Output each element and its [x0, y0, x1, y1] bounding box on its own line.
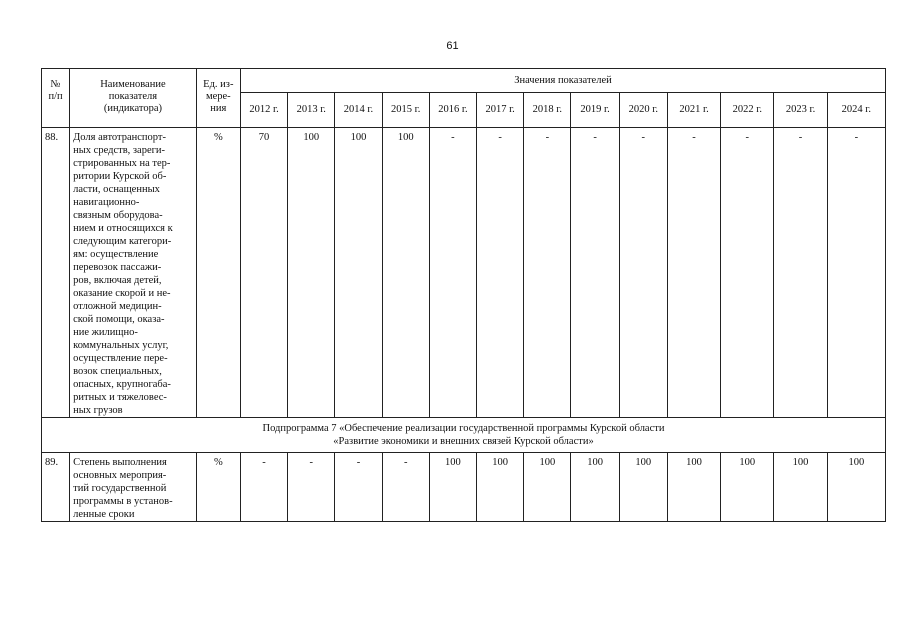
indicator-name: [70, 453, 197, 522]
subprogram-title: [42, 418, 886, 453]
row-number: 88.: [42, 128, 70, 418]
indicator-name-line: отложной медицин-: [73, 301, 162, 312]
indicator-name-line: основных мероприя-: [73, 470, 167, 481]
value-cell: -: [571, 128, 619, 418]
table-body: [42, 128, 886, 522]
header-year: 2020 г.: [619, 93, 667, 128]
header-year: 2014 г.: [335, 93, 382, 128]
value-cell: -: [524, 128, 571, 418]
header-values-title: Значения показателей: [240, 69, 885, 93]
value-cell: 100: [288, 128, 335, 418]
indicator-name-line: связным оборудова-: [73, 210, 163, 221]
value-cell: -: [335, 453, 382, 522]
header-year: 2013 г.: [288, 93, 335, 128]
indicator-name-line: осуществление пере-: [73, 353, 168, 364]
value-cell: 100: [382, 128, 429, 418]
subprogram-line: «Развитие экономики и внешних связей Курской области»: [333, 436, 594, 447]
indicator-name-line: ленные сроки: [73, 509, 135, 520]
indicator-name-line: ние жилищно-: [73, 327, 138, 338]
header-unit: Ед. из- мере- ния: [196, 69, 240, 128]
indicator-name-line: программы в установ-: [73, 496, 173, 507]
indicator-name: [70, 128, 197, 418]
value-cell: -: [429, 128, 476, 418]
header-year: 2019 г.: [571, 93, 619, 128]
indicator-name-line: возок специальных,: [73, 366, 162, 377]
value-cell: 100: [429, 453, 476, 522]
indicator-name-line: ласти, оснащенных: [73, 184, 160, 195]
subprogram-row: [42, 418, 886, 453]
indicator-name-line: ритории Курской об-: [73, 171, 167, 182]
header-year: 2018 г.: [524, 93, 571, 128]
page-number: 61: [446, 40, 459, 52]
header-year: 2023 г.: [774, 93, 827, 128]
indicator-name-line: следующим категори-: [73, 236, 172, 247]
value-cell: -: [240, 453, 287, 522]
unit-cell: %: [196, 453, 240, 522]
indicator-name-line: опасных, крупногаба-: [73, 379, 171, 390]
indicator-name-line: ных грузов: [73, 405, 123, 416]
indicator-name-line: стрированных на тер-: [73, 158, 171, 169]
indicator-name-line: нием и относящихся к: [73, 223, 173, 234]
header-year: 2016 г.: [429, 93, 476, 128]
value-cell: -: [721, 128, 774, 418]
value-cell: -: [288, 453, 335, 522]
header-year: 2017 г.: [477, 93, 524, 128]
value-cell: -: [619, 128, 667, 418]
value-cell: 100: [524, 453, 571, 522]
value-cell: 100: [827, 453, 885, 522]
value-cell: -: [477, 128, 524, 418]
header-year: 2021 г.: [667, 93, 720, 128]
value-cell: 100: [774, 453, 827, 522]
value-cell: 100: [571, 453, 619, 522]
table-row: [42, 453, 886, 522]
indicator-table: [41, 68, 886, 522]
value-cell: 100: [477, 453, 524, 522]
value-cell: 100: [335, 128, 382, 418]
value-cell: 100: [667, 453, 720, 522]
value-cell: 100: [721, 453, 774, 522]
indicator-name-line: ров, включая детей,: [73, 275, 162, 286]
row-number: 89.: [42, 453, 70, 522]
header-year: 2022 г.: [721, 93, 774, 128]
header-year: 2024 г.: [827, 93, 885, 128]
header-year: 2012 г.: [240, 93, 287, 128]
indicator-name-line: перевозок пассажи-: [73, 262, 162, 273]
value-cell: -: [667, 128, 720, 418]
header-year: 2015 г.: [382, 93, 429, 128]
table-row: [42, 128, 886, 418]
indicator-name-line: оказание скорой и не-: [73, 288, 171, 299]
indicator-name-line: ской помощи, оказа-: [73, 314, 165, 325]
header-row: [42, 69, 886, 93]
indicator-name-line: Доля автотранспорт-: [73, 132, 166, 143]
indicator-name-line: навигационно-: [73, 197, 140, 208]
indicator-name-line: ных средств, зареги-: [73, 145, 166, 156]
value-cell: -: [774, 128, 827, 418]
indicator-name-line: ритных и тяжеловес-: [73, 392, 167, 403]
value-cell: 70: [240, 128, 287, 418]
header-num: № п/п: [42, 69, 70, 128]
subprogram-line: Подпрограмма 7 «Обеспечение реализации государственной программы Курской области: [262, 423, 665, 434]
indicator-name-line: тий государственной: [73, 483, 167, 494]
indicator-name-line: ям: осуществление: [73, 249, 159, 260]
indicator-name-line: Степень выполнения: [73, 457, 167, 468]
indicator-name-line: коммунальных услуг,: [73, 340, 169, 351]
value-cell: -: [382, 453, 429, 522]
value-cell: 100: [619, 453, 667, 522]
header-name: Наименование показателя (индикатора): [70, 69, 197, 128]
value-cell: -: [827, 128, 885, 418]
unit-cell: %: [196, 128, 240, 418]
